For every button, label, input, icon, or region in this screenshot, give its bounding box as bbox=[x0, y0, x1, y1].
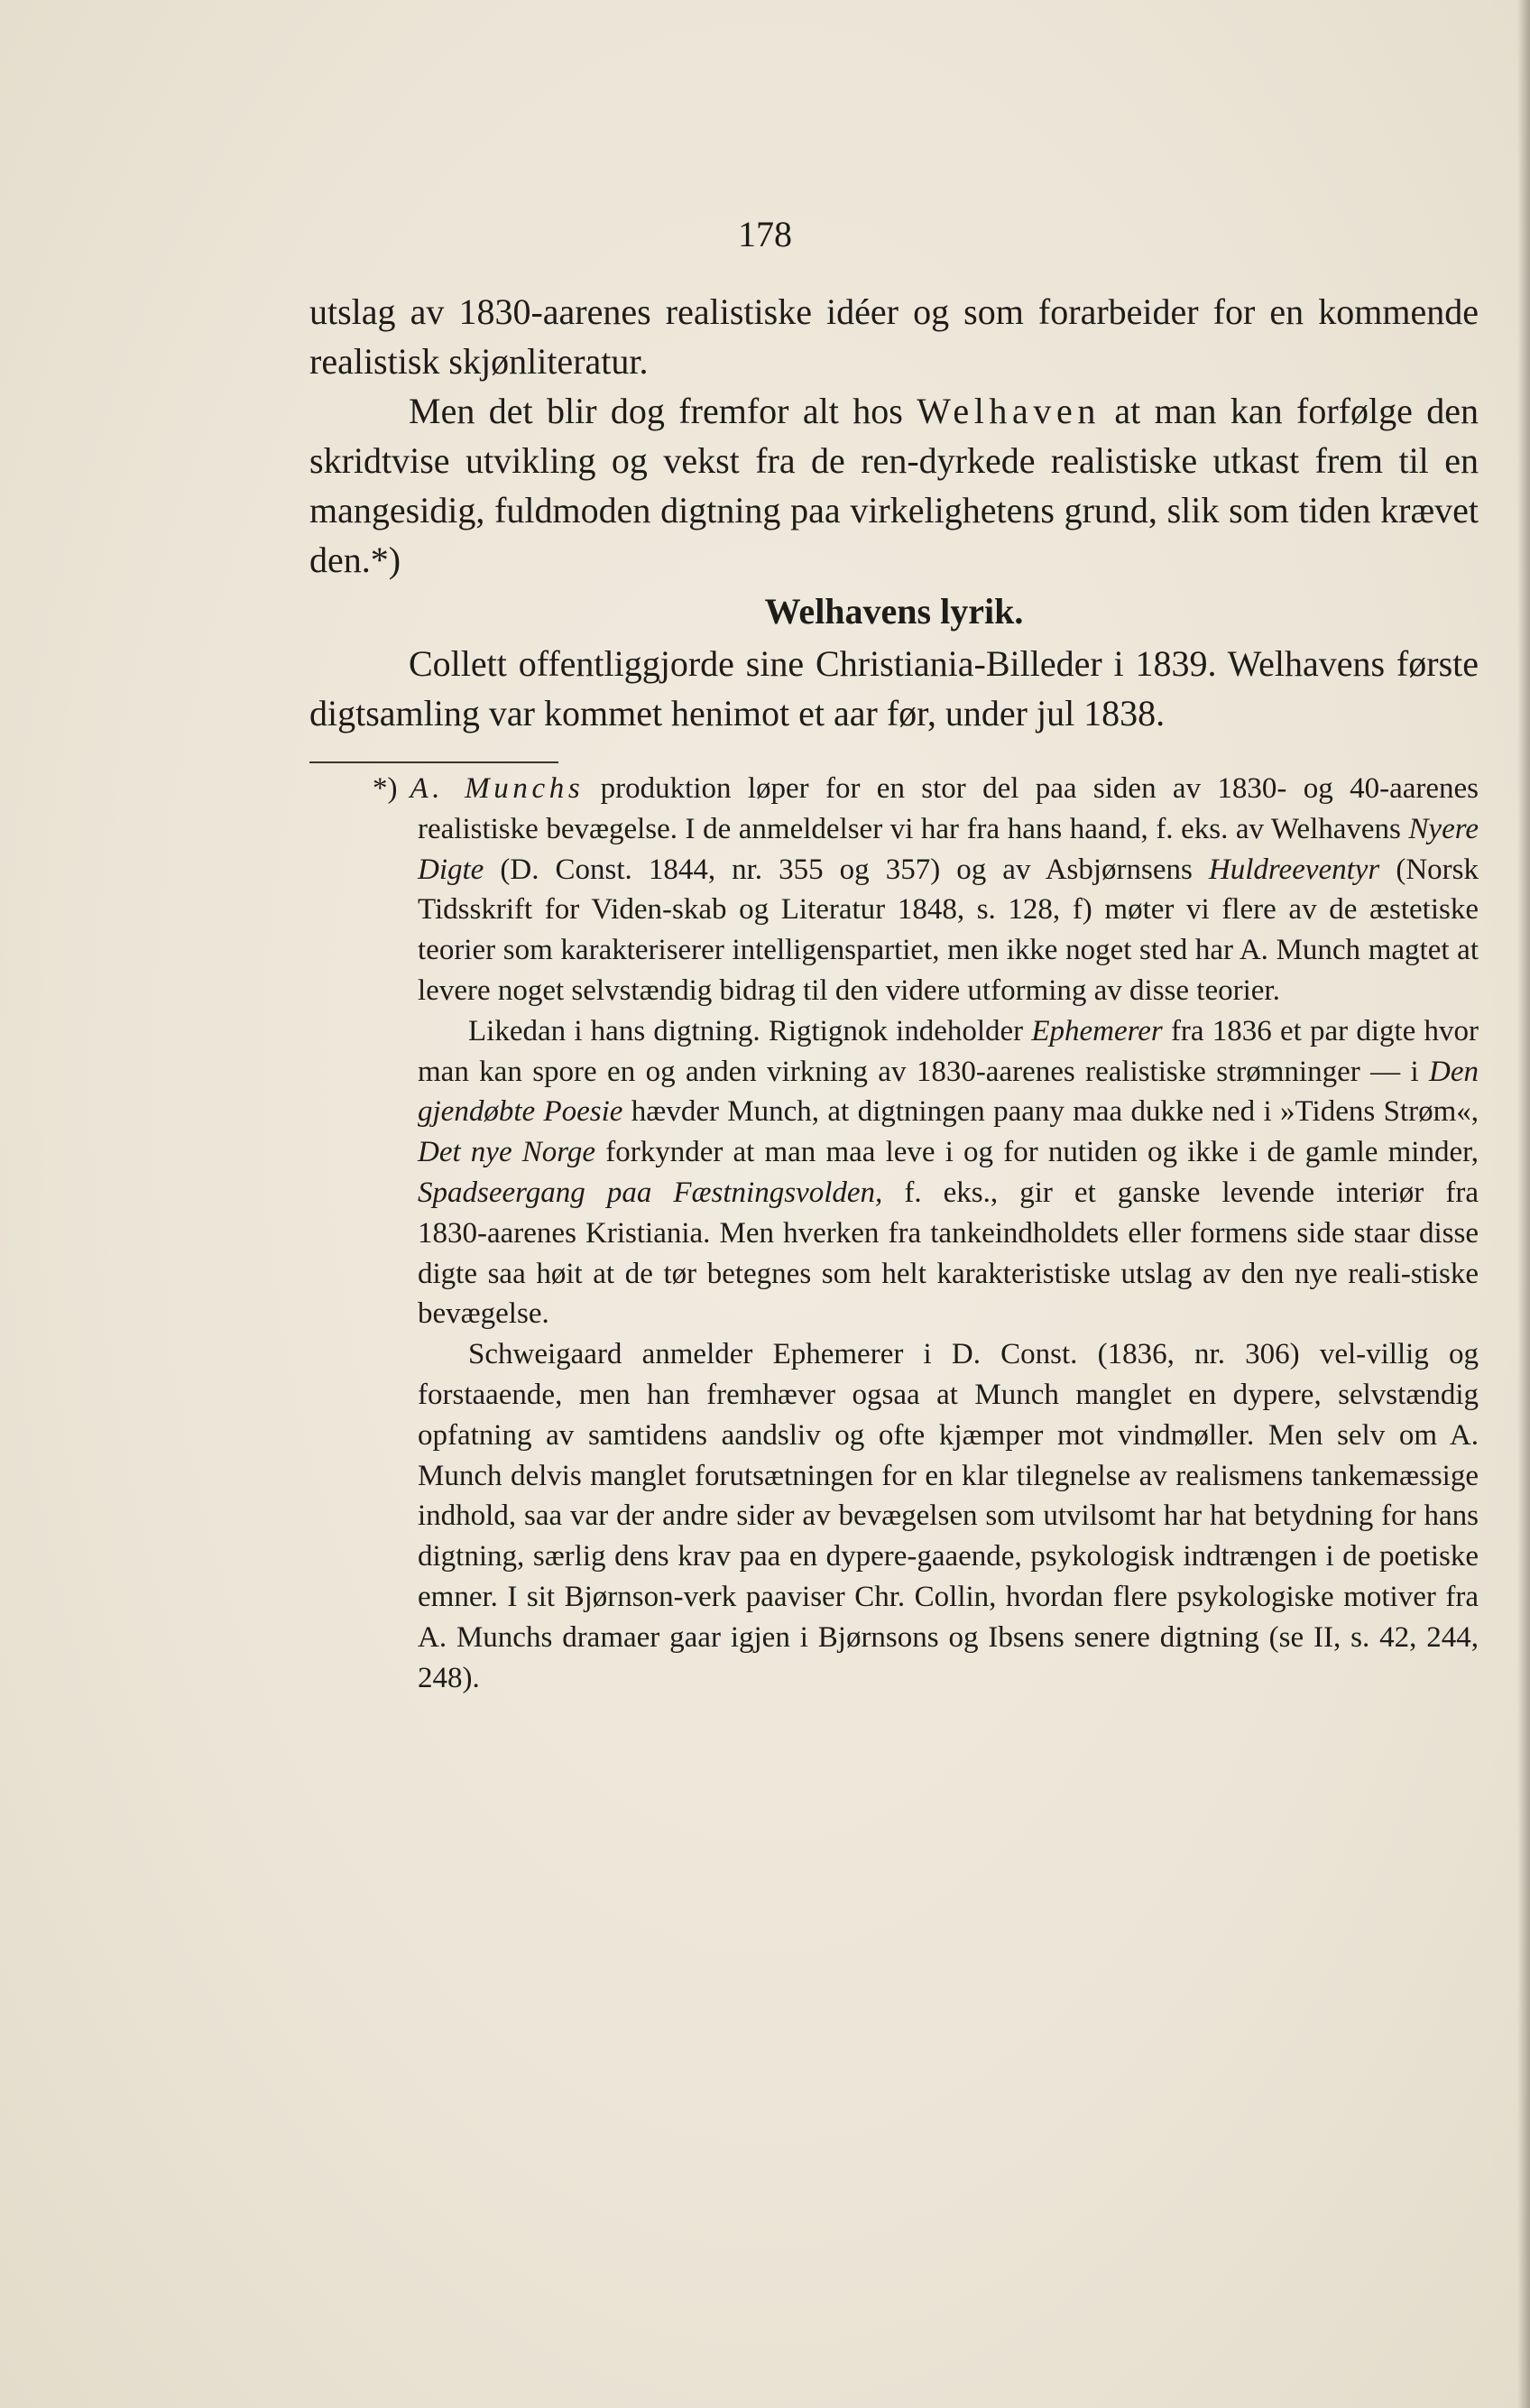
footnote-divider bbox=[309, 761, 558, 763]
text-run: forkynder at man maa leve i og for nutiden og ikke i de gamle minder, bbox=[595, 1136, 1479, 1169]
text-run: at man kan forfølge den skridtvise utvikling og vekst fra de ren‑dyrkede realistiske utkast frem til en mangesidig, fuldmoden digtning paa virkelighetens grund, slik som tiden krævet den.*) bbox=[309, 391, 1479, 580]
italic-title: Det nye Norge bbox=[418, 1136, 596, 1169]
page-edge-shadow bbox=[1517, 0, 1530, 2408]
text-run: hævder Munch, at digtningen paany maa dukke ned i »Tidens Strøm«, bbox=[622, 1095, 1479, 1129]
footnote-marker: *) bbox=[373, 772, 398, 805]
text-run: (Norsk Tidsskrift for Viden‑skab og Literatur 1848, s. 128, f) møter vi flere av de æstetiske teorier som karakteriserer intelligenspartiet, men ikke noget sted har A. Munch magtet at levere noget selvstændig bidrag til den videre utforming av disse teorier. bbox=[418, 853, 1479, 1007]
text-run: f. eks., gir et ganske levende interiør fra 1830‑aarenes Kristiania. Men hverken fra tankeindholdets eller formens side staar disse digte saa høit at de tør betegnes som helt karakteristiske utslag av den nye reali‑stiske bevægelse. bbox=[418, 1176, 1479, 1331]
page-body bbox=[309, 287, 1479, 1698]
footnote-block bbox=[309, 769, 1479, 1698]
text-run: produktion løper for en stor del paa siden av 1830‑ og 40‑aarenes realistiske bevægelse. I de anmeldelser vi har fra hans haand, f. eks. av Welhavens bbox=[418, 772, 1479, 845]
text-run: Men det blir dog fremfor alt hos bbox=[409, 391, 917, 431]
footnote-paragraph-3: Schweigaard anmelder Ephemerer i D. Const. (1836, nr. 306) vel‑villig og forstaaende, men han fremhæver ogsaa at Munch manglet en dypere, selvstændig opfatning av samtidens aandsliv og ofte kjæmper mot vindmøller. Men selv om A. Munch delvis manglet forutsætningen for en klar tilegnelse av realismens tankemæssige indhold, saa var der andre sider av bevægelsen som utvilsomt har hat betydning for hans digtning, særlig dens krav paa en dypere‑gaaende, psykologisk indtrængen i de poetiske emner. I sit Bjørnson‑verk paaviser Chr. Collin, hvordan flere psykologiske motiver fra A. Munchs dramaer gaar igjen i Bjørnsons og Ibsens senere digtning (se II, s. 42, 244, 248). bbox=[418, 1338, 1479, 1694]
footnote-paragraph-1 bbox=[373, 769, 1479, 1011]
text-run: Likedan i hans digtning. Rigtignok indeholder bbox=[468, 1014, 1032, 1047]
footnote-paragraph-2 bbox=[418, 1011, 1479, 1334]
italic-text: A. Munchs bbox=[410, 772, 585, 805]
italic-title: Huldreeventyr bbox=[1208, 853, 1380, 886]
paragraph-welhaven-intro bbox=[309, 386, 1479, 585]
italic-title: Spadseergang paa Fæstningsvolden, bbox=[418, 1176, 883, 1209]
italic-title: Ephemerer bbox=[1031, 1014, 1163, 1047]
paragraph-continuation: utslag av 1830‑aarenes realistiske idéer og som forarbeider for en kommende realistisk skjønliteratur. bbox=[309, 291, 1479, 382]
text-run: (D. Const. 1844, nr. 355 og 357) og av Asbjørnsens bbox=[484, 853, 1209, 886]
paragraph-collett: Collett offentliggjorde sine Christiania‑Billeder i 1839. Welhavens første digtsamling var kommet henimot et aar før, under jul 1838. bbox=[309, 643, 1479, 733]
text-run: fra 1836 et par digte hvor man kan spore en og anden virkning av 1830‑aarenes realistiske strømninger — i bbox=[418, 1014, 1479, 1088]
italic-title: Nyere Digte bbox=[418, 812, 1479, 886]
spaced-name-welhaven: Welhaven bbox=[917, 391, 1101, 431]
page-number: 178 bbox=[738, 214, 792, 254]
section-heading: Welhavens lyrik. bbox=[764, 591, 1024, 632]
italic-title: Den gjendøbte Poesie bbox=[418, 1055, 1479, 1129]
